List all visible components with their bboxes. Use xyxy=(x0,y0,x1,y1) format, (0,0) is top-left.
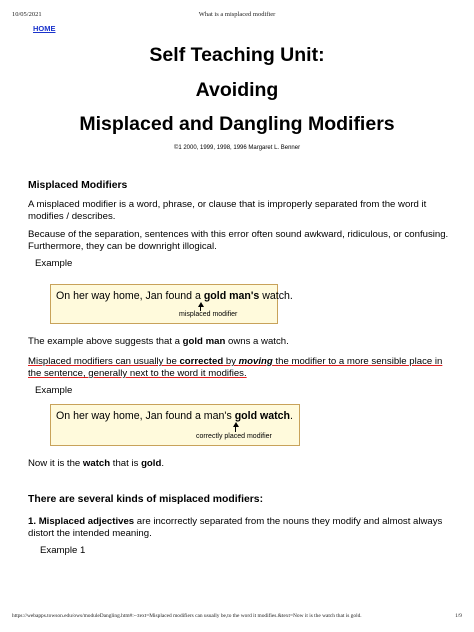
arrow-head xyxy=(198,302,204,307)
page-title-line1: Self Teaching Unit: xyxy=(149,44,325,66)
arrow-shaft-2 xyxy=(235,426,236,432)
arrow-head-2 xyxy=(233,422,239,427)
page-title-line2: Avoiding xyxy=(195,79,279,101)
copyright-notice: ©1 2000, 1999, 1998, 1996 Margaret L. Benner xyxy=(173,145,301,151)
correctly-placed-modifier-label: correctly placed modifier xyxy=(196,433,272,440)
definition-paragraph: A misplaced modifier is a word, phrase, or clause that is improperly separated from the word it modifies / describes. xyxy=(28,199,427,222)
misplaced-modifiers-heading: Misplaced Modifiers xyxy=(28,180,128,191)
home-link[interactable]: HOME xyxy=(33,24,56,33)
example2-label: Example xyxy=(35,385,73,396)
example2-box xyxy=(50,404,300,446)
suggestion-paragraph: The example above suggests that a gold man owns a watch. xyxy=(28,336,289,347)
example-label: Example xyxy=(35,258,73,269)
now-paragraph: Now it is the watch that is gold. xyxy=(28,458,164,469)
example2-sentence: On her way home, Jan found a man's gold watch. xyxy=(56,410,293,422)
example1-kinds-label: Example 1 xyxy=(40,545,86,556)
example1-box xyxy=(50,284,293,324)
misplaced-adjectives-paragraph: 1. Misplaced adjectives are incorrectly separated from the nouns they modify and almost always distort the intended meaning. xyxy=(28,516,443,539)
separation-paragraph: Because of the separation, sentences with this error often sound awkward, ridiculous, or confusing. Furthermore, they can be downright illogical. xyxy=(28,229,449,252)
print-url: https://webapps.towson.edu/ows/moduleDangling.htm#:~:text=Misplaced modifiers can usually be,to the word it modifies.&text=Now it is the watch that is gold. xyxy=(12,613,362,619)
correction-paragraph: Misplaced modifiers can usually be corrected by moving the modifier to a more sensible place in the sentence, generally next to the word it modifies. xyxy=(28,356,443,379)
kinds-heading: There are several kinds of misplaced modifiers: xyxy=(28,494,264,505)
page-title-line3: Misplaced and Dangling Modifiers xyxy=(79,113,395,135)
print-date: 10/05/2021 xyxy=(12,11,42,18)
print-page-number: 1/9 xyxy=(455,613,462,619)
example1-sentence: On her way home, Jan found a gold man's watch. xyxy=(56,290,293,302)
print-page-title: What is a misplaced modifier xyxy=(198,11,276,18)
misplaced-modifier-label: misplaced modifier xyxy=(179,311,238,318)
